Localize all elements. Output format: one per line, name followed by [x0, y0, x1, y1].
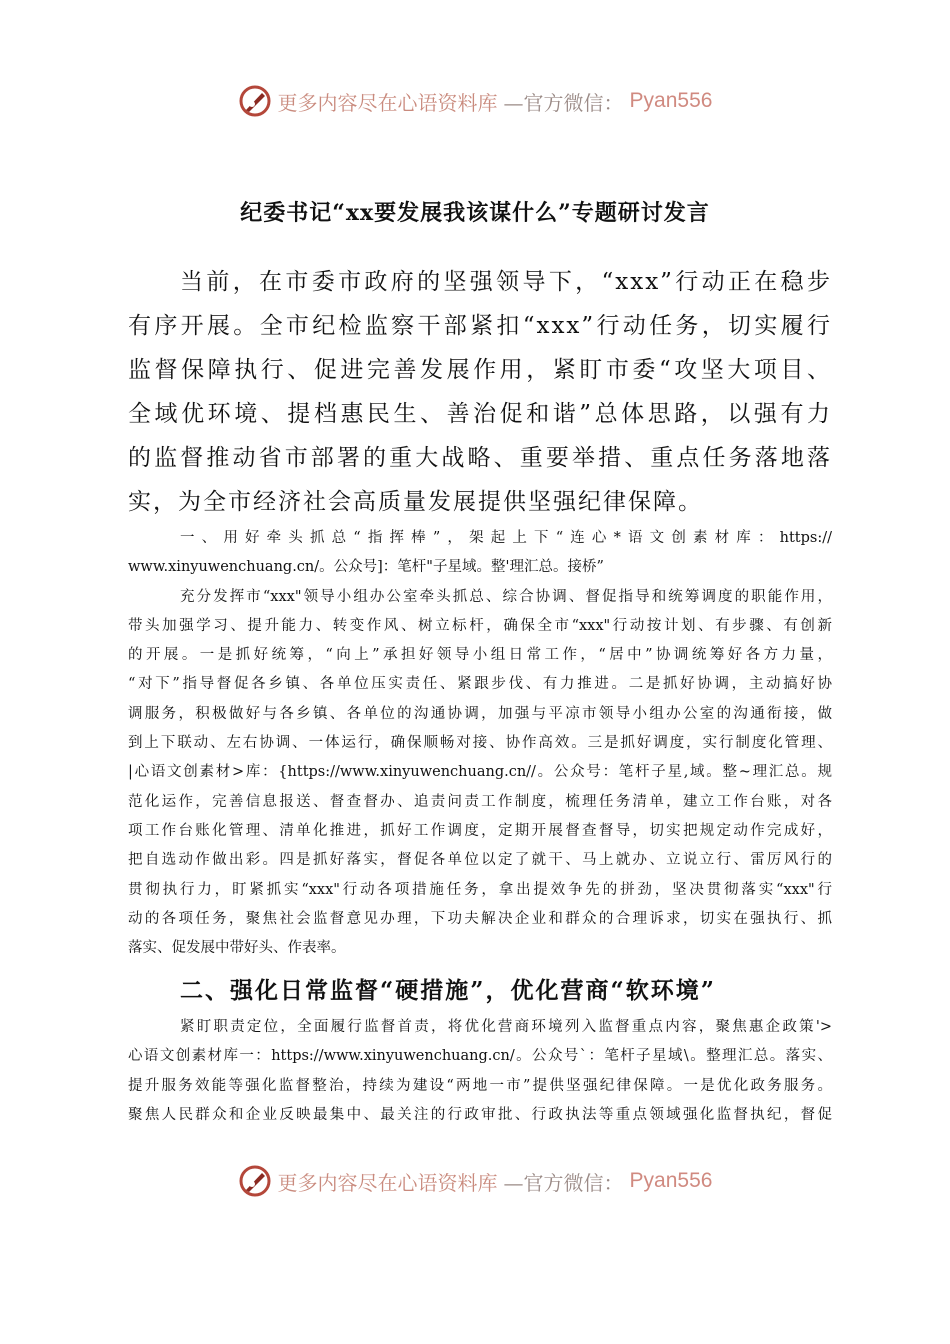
section-2-heading: 二、强化日常监督“硬措施”，优化营商“软环境”: [180, 977, 716, 1004]
watermark-wechat-label: —官方微信：: [503, 1170, 624, 1195]
text-line: 调服务，积极做好与各乡镇、各单位的沟通协调，加强与平凉市领导小组办公室的沟通衔接，做: [128, 705, 832, 722]
text-line: 聚焦人民群众和企业反映最集中、最关注的行政审批、行政执法等重点领域强化监督执纪，督促: [128, 1106, 832, 1123]
text-line: www.xinyuwenchuang.cn/。公众号]：笔杆"子星域。整'理汇总。接桥”: [128, 559, 604, 576]
section-2: [128, 1013, 832, 1130]
text-line: 到上下联动、左右协调、一体运行，确保顺畅对接、协作高效。三是抓好调度，实行制度化管理、: [128, 735, 832, 752]
text-line: 项工作台账化管理、清单化推进，抓好工作调度，定期开展督查督导，切实把规定动作完成好，: [128, 822, 832, 839]
text-line: 充分发挥市“xxx"领导小组办公室牵头抓总、综合协调、督促指导和统筹调度的职能作用，: [180, 588, 832, 605]
document-title: 纪委书记“xx要发展我该谋什么”专题研讨发言: [240, 200, 710, 226]
text-line: 带头加强学习、提升能力、转变作风、树立标杆，确保全市“xxx"行动按计划、有步骤、有创新: [128, 617, 832, 634]
watermark-wechat-id: Pyan556: [629, 89, 713, 112]
text-line: 范化运作，完善信息报送、督查督办、追责问责工作制度，梳理任务清单，建立工作台账，对各: [128, 793, 832, 810]
text-line: 落实、促发展中带好头、作表率。: [128, 940, 346, 957]
pen-logo-icon: [238, 1164, 272, 1198]
header-watermark: [0, 84, 950, 118]
section-1-heading-line: 一、用好牵头抓总“指挥棒”，架起上下“连心*语文创素材库：https://: [180, 530, 832, 546]
watermark-wechat-label: —官方微信：: [503, 90, 624, 115]
text-line: 紧盯职责定位，全面履行监督首责，将优化营商环境列入监督重点内容，聚焦惠企政策'>: [180, 1019, 832, 1035]
watermark-wechat-id: Pyan556: [629, 1169, 713, 1192]
text-line: 动的各项任务，聚焦社会监督意见办理，下功夫解决企业和群众的合理诉求，切实在强执行、抓: [128, 910, 832, 927]
intro-paragraph: [128, 260, 832, 524]
watermark-text: 更多内容尽在心语资料库: [277, 90, 498, 115]
pen-logo-icon: [238, 84, 272, 118]
text-line: 把自选动作做出彩。四是抓好落实，督促各单位以定了就干、马上就办、立说立行、雷厉风行的: [128, 852, 832, 869]
section-1: [128, 524, 832, 963]
watermark-text: 更多内容尽在心语资料库: [277, 1170, 498, 1195]
text-line: 心语文创素材库一：https://www.xinyuwenchuang.cn/。公众号`：笔杆子星域\。整理汇总。落实、: [128, 1048, 832, 1065]
text-line: 监督保障执行、促进完善发展作用，紧盯市委“攻坚大项目、: [128, 357, 832, 383]
text-line: 全域优环境、提档惠民生、善治促和谐”总体思路，以强有力: [128, 401, 832, 427]
text-line: “对下”指导督促各乡镇、各单位压实责任、紧跟步伐、有力推进。二是抓好协调，主动搞好协: [128, 676, 832, 693]
text-line: 的监督推动省市部署的重大战略、重要举措、重点任务落地落: [128, 445, 832, 471]
text-line: 当前，在市委市政府的坚强领导下，“xxx”行动正在稳步: [180, 269, 832, 295]
text-line: 提升服务效能等强化监督整治，持续为建设“两地一市”提供坚强纪律保障。一是优化政务服务。: [128, 1077, 832, 1094]
text-line: |心语文创素材>库：{https://www.xinyuwenchuang.cn//。公众号：笔杆子星,域。整~理汇总。规: [128, 764, 832, 781]
text-line: 有序开展。全市纪检监察干部紧扣“xxx”行动任务，切实履行: [128, 313, 832, 339]
text-line: 实，为全市经济社会高质量发展提供坚强纪律保障。: [128, 489, 703, 515]
text-line: 的开展。一是抓好统筹，“向上”承担好领导小组日常工作，“居中”协调统筹好各方力量，: [128, 647, 832, 664]
text-line: 贯彻执行力，盯紧抓实“xxx"行动各项措施任务，拿出提效争先的拼劲，坚决贯彻落实“xxx"行: [128, 881, 832, 898]
footer-watermark: [0, 1164, 950, 1198]
